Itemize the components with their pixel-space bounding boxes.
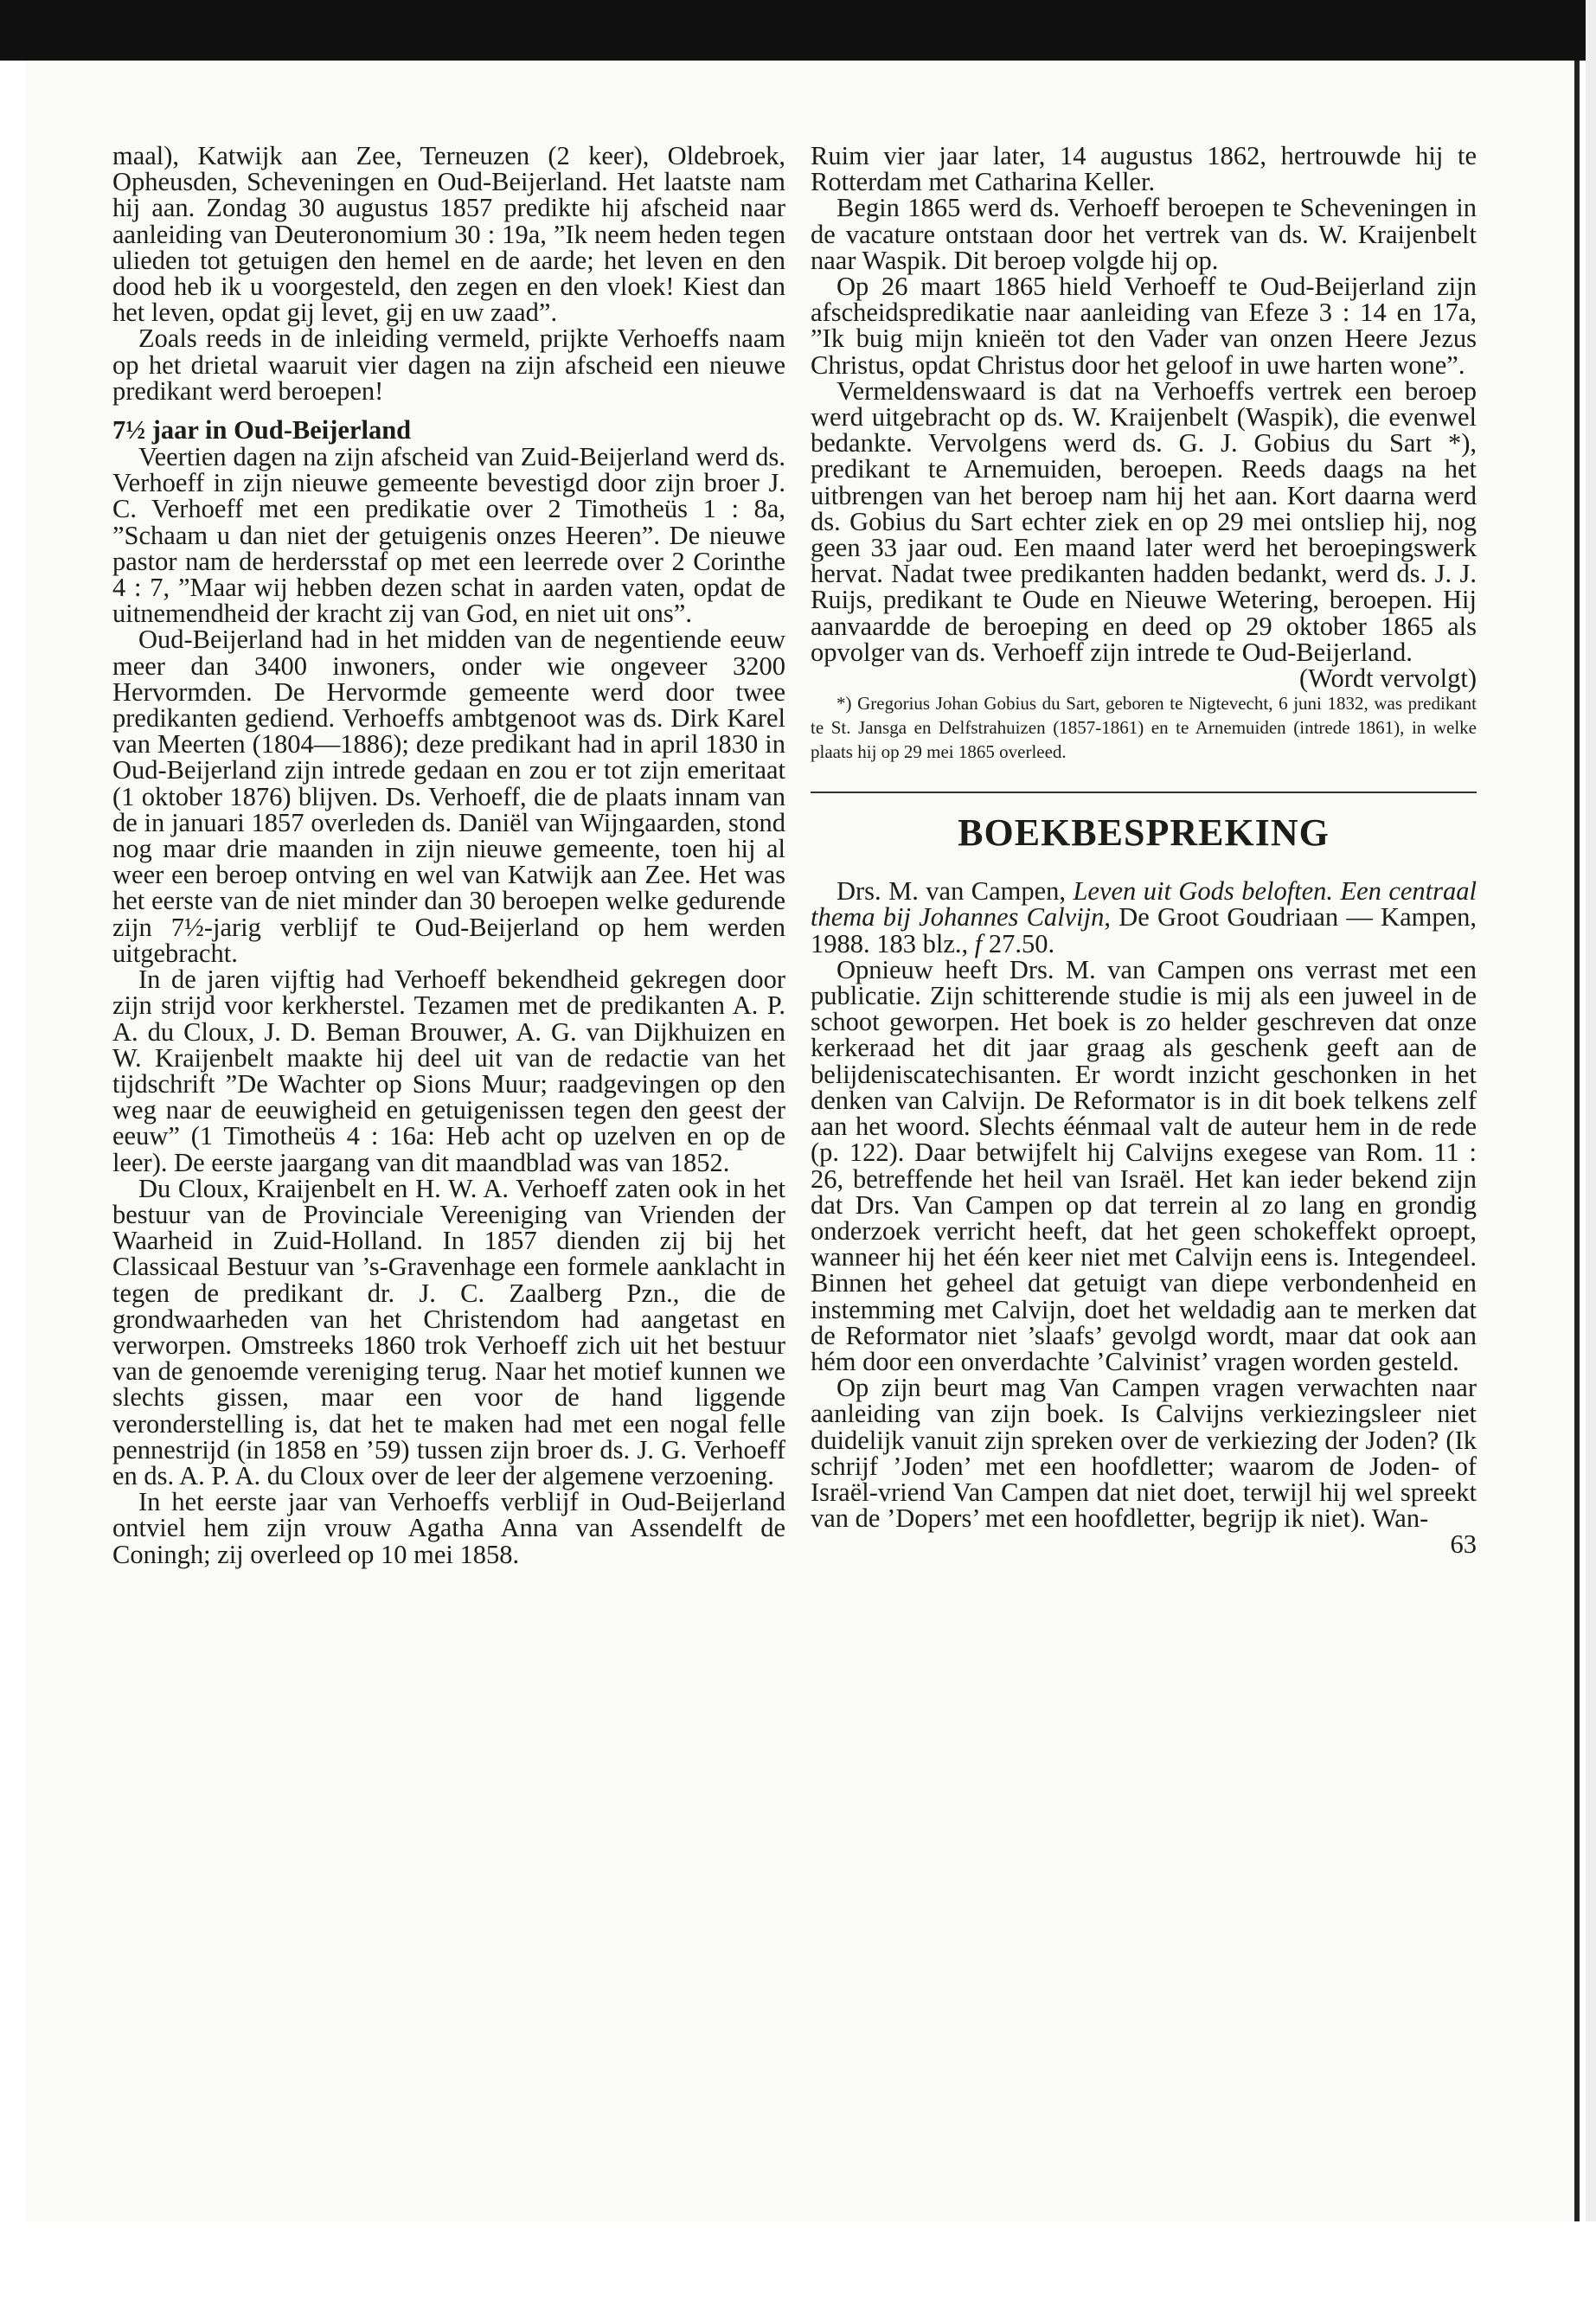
section-divider bbox=[811, 792, 1477, 793]
right-column bbox=[811, 143, 1477, 1558]
book-price: 27.50. bbox=[982, 928, 1055, 958]
paragraph: Op 26 maart 1865 hield Verhoeff te Oud-Beijerland zijn afscheidspredikatie naar aanleiding van Efeze 3 : 14 en 17a, ”Ik buig mijn knieën tot den Vader van onzen Heere Jezus Christus, opdat Christus door het geloof in uwe harten wone”. bbox=[811, 272, 1477, 380]
section-heading: BOEKBESPREKING bbox=[958, 811, 1330, 855]
scan-bottom-margin bbox=[0, 2221, 1596, 2301]
paragraph: In de jaren vijftig had Verhoeff bekendheid gekregen door zijn strijd voor kerkherstel. Tezamen met de predikanten A. P. A. du Cloux, J. D. Beman Brouwer, A. G. van Dijkhuizen en W. Kraijenbelt maakte hij deel uit van de redactie van het tijdschrift ”De Wachter op Sions Muur; raadgevingen op den weg naar de eeuwigheid en getuigenissen tegen den geest der eeuw” (1 Timotheüs 4 : 16a: Heb acht op uzelven en op de leer). De eerste jaargang van dit maandblad was van 1852. bbox=[112, 965, 785, 1177]
paragraph: Begin 1865 werd ds. Verhoeff beroepen te Scheveningen in de vacature ontstaan door het vertrek van ds. W. Kraijenbelt naar Waspik. Dit beroep volgde hij op. bbox=[811, 193, 1477, 275]
paragraph: In het eerste jaar van Verhoeffs verblijf in Oud-Beijerland ontviel hem zijn vrouw Agatha Anna van Assendelft de Coningh; zij overleed op 10 mei 1858. bbox=[112, 1487, 785, 1569]
book-reference bbox=[811, 878, 1477, 957]
paragraph: Op zijn beurt mag Van Campen vragen verwachten naar aanleiding van zijn boek. Is Calvijns verkiezingsleer niet duidelijk vanuit zijn spreken over de verkiezing der Joden? (Ik schrijf ’Joden’ met een hoofdletter; waarom de Joden- of Israël-vriend Van Campen dat niet doet, terwijl hij wel spreekt van de ’Dopers’ met een hoofdletter, begrijp ik niet). Wan- bbox=[811, 1373, 1477, 1534]
scan-right-edge bbox=[1586, 0, 1596, 2301]
paragraph: Du Cloux, Kraijenbelt en H. W. A. Verhoeff zaten ook in het bestuur van de Provinciale Vereeniging van Vrienden der Waarheid in Zuid-Holland. In 1857 dienden zij bij het Classicaal Bestuur van ’s-Gravenhage een formele aanklacht in tegen de predikant dr. J. C. Zaalberg Pzn., die de grondwaarheden van het Christendom had aangetast en verworpen. Omstreeks 1860 trok Verhoeff zich uit het bestuur van de genoemde vereniging terug. Naar het motief kunnen we slechts gissen, maar een voor de hand liggende veronderstelling is, dat het te maken had met een nogal felle pennestrijd (in 1858 en ’59) tussen zijn broer ds. J. G. Verhoeff en ds. A. P. A. du Cloux over de leer der algemene verzoening. bbox=[112, 1173, 785, 1490]
page-number: 63 bbox=[1450, 1529, 1477, 1560]
to-be-continued: (Wordt vervolgt) bbox=[1298, 663, 1477, 694]
book-publisher: , De Groot Goudriaan — Kampen, 1988. 183 blz., bbox=[811, 902, 1477, 958]
book-author: Drs. M. van Campen, bbox=[836, 876, 1074, 907]
paragraph: Oud-Beijerland had in het midden van de negentiende eeuw meer dan 3400 inwoners, onder wie ongeveer 3200 Hervormden. De Hervormde gemeente werd door twee predikanten gediend. Verhoeffs ambtgenoot was ds. Dirk Karel van Meerten (1804—1886); deze predikant had in april 1830 in Oud-Beijerland zijn intrede gedaan en zou er tot zijn emeritaat (1 oktober 1876) blijven. Ds. Verhoeff, die de plaats innam van de in januari 1857 overleden ds. Daniël van Wijngaarden, stond nog maar drie maanden in zijn nieuwe gemeente, toen hij al weer een beroep ontving en wel van Katwijk aan Zee. Het was het eerste van de niet minder dan 30 beroepen welke gedurende zijn 7½-jarig verblijf te Oud-Beijerland op hem werden uitgebracht. bbox=[112, 625, 785, 968]
section-subheading: 7½ jaar in Oud-Beijerland bbox=[112, 415, 412, 445]
paragraph: maal), Katwijk aan Zee, Terneuzen (2 keer), Oldebroek, Opheusden, Scheveningen en Oud-Beijerland. Het laatste nam hij aan. Zondag 30 augustus 1857 predikte hij afscheid naar aanleiding van Deuteronomium 30 : 19a, ”Ik neem heden tegen ulieden tot getuigen den hemel en de aarde; het leven en den dood heb ik u voorgesteld, den zegen en den vloek! Kiest dan het leven, opdat gij levet, gij en uw zaad”. bbox=[112, 141, 785, 328]
paragraph: Opnieuw heeft Drs. M. van Campen ons verrast met een publicatie. Zijn schitterende studie is mij als een juweel in de schoot geworpen. Het boek is zo helder geschreven dat onze kerkeraad het dit jaar graag als geschenk geeft aan de belijdeniscatechisanten. Er wordt inzicht geschonken in het denken van Calvijn. De Reformator is in dit boek telkens zelf aan het woord. Slechts éénmaal valt de auteur hem in de rede (p. 122). Daar betwijfelt hij Calvijns exegese van Rom. 11 : 26, betreffende het heil van Israël. Het kan ieder bekend zijn dat Drs. Van Campen op dat terrein al zo lang en grondig onderzoek verricht heeft, dat het geen schokeffekt oproept, wanneer hij het één keer niet met Calvijn eens is. Integendeel. Binnen het geheel dat getuigt van diepe verbondenheid en instemming met Calvijn, doet het weldadig aan te merken dat de Reformator niet ’slaafs’ gevolgd wordt, maar dat ook aan hém door een onverdachte ’Calvinist’ vragen worden gesteld. bbox=[811, 954, 1477, 1376]
footnote: *) Gregorius Johan Gobius du Sart, geboren te Nigtevecht, 6 juni 1832, was predikant te St. Jansga en Delfstrahuizen (1857-1861) en te Arnemuiden (intrede 1861), in welke plaats hij op 29 mei 1865 overleed. bbox=[811, 693, 1477, 763]
paragraph: Veertien dagen na zijn afscheid van Zuid-Beijerland werd ds. Verhoeff in zijn nieuwe gemeente bevestigd door zijn broer J. C. Verhoeff met een predikatie over 2 Timotheüs 1 : 8a, ”Schaam u dan niet der getuigenis onzes Heeren”. De nieuwe pastor nam de herdersstaf op met een leerrede over 2 Corinthe 4 : 7, ”Maar wij hebben dezen schat in aarden vaten, opdat de uitnemendheid der kracht zij van God, en niet uit ons”. bbox=[112, 442, 785, 629]
scan-top-border bbox=[0, 0, 1596, 61]
paragraph: Ruim vier jaar later, 14 augustus 1862, hertrouwde hij te Rotterdam met Catharina Keller. bbox=[811, 141, 1477, 197]
currency-symbol: f bbox=[974, 928, 983, 958]
book-title: Leven uit Gods beloften. Een centraal thema bij Johannes Calvijn bbox=[811, 876, 1477, 933]
left-column bbox=[112, 143, 785, 1567]
paragraph: Vermeldenswaard is dat na Verhoeffs vertrek een beroep werd uitgebracht op ds. W. Kraijenbelt (Waspik), die evenwel bedankte. Vervolgens werd ds. G. J. Gobius du Sart *), predikant te Arnemuiden, beroepen. Reeds daags na het uitbrengen van het beroep nam hij het aan. Kort daarna werd ds. Gobius du Sart echter ziek en op 29 mei ontsliep hij, nog geen 33 jaar oud. Een maand later werd het beroepingswerk hervat. Nadat twee predikanten hadden bedankt, werd ds. J. J. Ruijs, predikant te Oude en Nieuwe Wetering, beroepen. Hij aanvaardde de beroeping en deed op 29 oktober 1865 als opvolger van ds. Verhoeff zijn intrede te Oud-Beijerland. bbox=[811, 375, 1477, 667]
paragraph: Zoals reeds in de inleiding vermeld, prijkte Verhoeffs naam op het drietal waaruit vier dagen na zijn afscheid een nieuwe predikant werd beroepen! bbox=[112, 324, 785, 406]
